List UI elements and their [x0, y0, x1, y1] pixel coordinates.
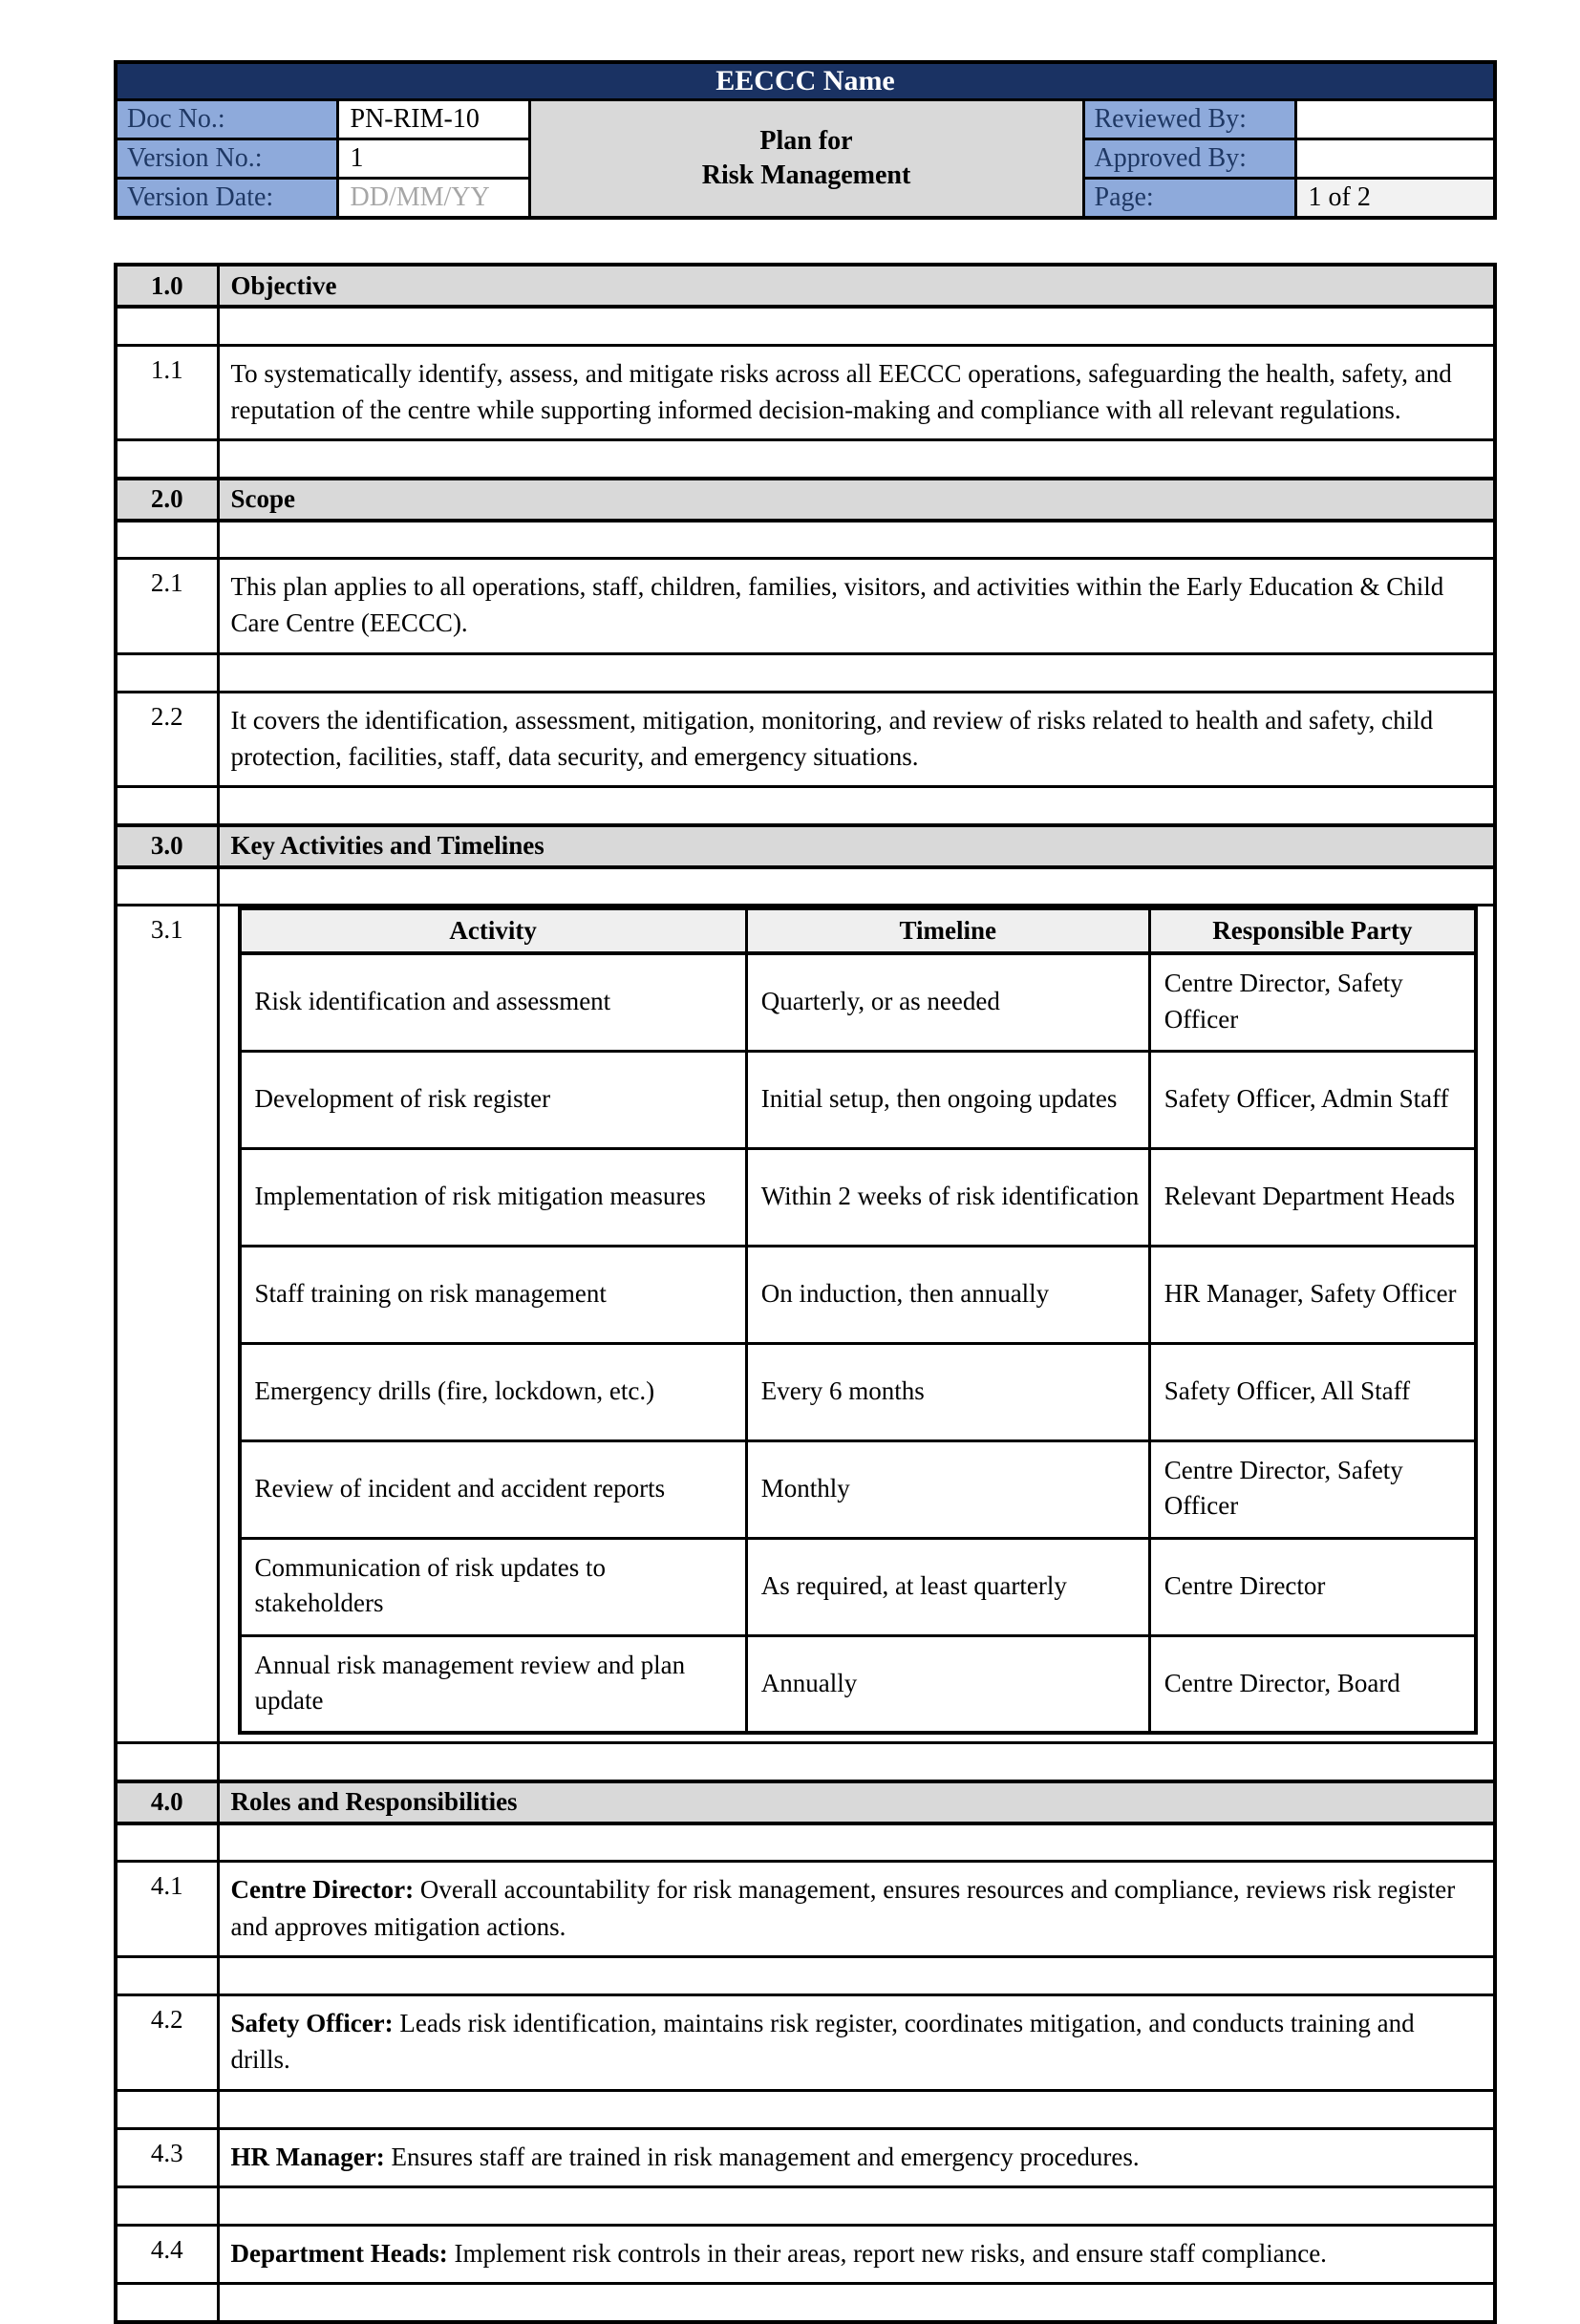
responsible-cell: Centre Director, Safety Officer	[1149, 1440, 1476, 1538]
page-label: Page:	[1083, 179, 1295, 219]
responsible-cell: Centre Director, Safety Officer	[1149, 953, 1476, 1051]
column-header-responsible: Responsible Party	[1149, 908, 1476, 953]
clause-text	[218, 1995, 1495, 2091]
clause-row-2-2	[116, 692, 1495, 787]
clause-row-4-1	[116, 1862, 1495, 1957]
spacer-cell	[218, 1743, 1495, 1781]
spacer-row	[116, 867, 1495, 906]
responsible-cell: Safety Officer, All Staff	[1149, 1343, 1476, 1440]
timeline-cell: Monthly	[746, 1440, 1149, 1538]
activity-row	[240, 1635, 1477, 1733]
version-no-value: 1	[337, 139, 529, 179]
clause-number: 1.1	[116, 345, 218, 440]
version-no-label: Version No.:	[116, 139, 337, 179]
spacer-cell	[116, 1743, 218, 1781]
spacer-row	[116, 307, 1495, 345]
section-number: 2.0	[116, 479, 218, 521]
spacer-cell	[218, 2090, 1495, 2128]
role-description: Implement risk controls in their areas, report new risks, and ensure staff compliance.	[447, 2239, 1327, 2269]
timeline-cell: Annually	[746, 1635, 1149, 1733]
section-title: Scope	[218, 479, 1495, 521]
doc-no-label: Doc No.:	[116, 100, 337, 139]
role-name: Safety Officer:	[230, 2009, 394, 2038]
spacer-cell	[218, 787, 1495, 825]
responsible-cell: Safety Officer, Admin Staff	[1149, 1051, 1476, 1148]
spacer-row	[116, 653, 1495, 692]
spacer-row	[116, 2284, 1495, 2322]
version-date-label: Version Date:	[116, 179, 337, 219]
page-number-value: 1 of 2	[1295, 179, 1495, 219]
section-title: Key Activities and Timelines	[218, 825, 1495, 867]
activity-row	[240, 1148, 1477, 1246]
spacer-row	[116, 2187, 1495, 2226]
page-content	[114, 60, 1493, 2324]
section-row-scope	[116, 479, 1495, 521]
spacer-cell	[116, 867, 218, 906]
version-date-value: DD/MM/YY	[337, 179, 529, 219]
clause-row-3-1	[116, 906, 1495, 1743]
clause-text	[218, 2128, 1495, 2186]
clause-number: 2.1	[116, 559, 218, 654]
reviewed-by-value	[1295, 100, 1495, 139]
activity-row	[240, 953, 1477, 1051]
spacer-cell	[116, 1957, 218, 1995]
spacer-cell	[218, 521, 1495, 559]
clause-number: 4.4	[116, 2226, 218, 2284]
timeline-cell: Initial setup, then ongoing updates	[746, 1051, 1149, 1148]
clause-row-4-4	[116, 2226, 1495, 2284]
timeline-cell: Every 6 months	[746, 1343, 1149, 1440]
section-row-objective	[116, 265, 1495, 307]
spacer-cell	[218, 2284, 1495, 2322]
clause-number: 3.1	[116, 906, 218, 1743]
doc-no-value: PN-RIM-10	[337, 100, 529, 139]
spacer-row	[116, 787, 1495, 825]
spacer-row	[116, 440, 1495, 479]
section-number: 3.0	[116, 825, 218, 867]
activity-row	[240, 1343, 1477, 1440]
activities-table-container	[218, 906, 1495, 1743]
role-description: Overall accountability for risk management, ensures resources and compliance, reviews risk register and approves mitigation actions.	[230, 1875, 1456, 1941]
clause-row-4-2	[116, 1995, 1495, 2091]
approved-by-value	[1295, 139, 1495, 179]
spacer-cell	[116, 440, 218, 479]
spacer-cell	[218, 653, 1495, 692]
spacer-cell	[116, 1823, 218, 1862]
section-title: Objective	[218, 265, 1495, 307]
activity-cell: Risk identification and assessment	[240, 953, 747, 1051]
approved-by-label: Approved By:	[1083, 139, 1295, 179]
spacer-cell	[116, 521, 218, 559]
document-header-table	[114, 60, 1497, 220]
spacer-cell	[116, 2284, 218, 2322]
header-body-gap	[114, 220, 1493, 263]
section-number: 1.0	[116, 265, 218, 307]
spacer-cell	[218, 2187, 1495, 2226]
clause-number: 4.1	[116, 1862, 218, 1957]
spacer-row	[116, 2090, 1495, 2128]
activity-row	[240, 1051, 1477, 1148]
activity-cell: Development of risk register	[240, 1051, 747, 1148]
spacer-row	[116, 521, 1495, 559]
role-name: Centre Director:	[230, 1875, 415, 1905]
clause-text: It covers the identification, assessment, mitigation, monitoring, and review of risks related to health and safety, child protection, facilities, staff, data security, and emergency situations.	[218, 692, 1495, 787]
timeline-cell: Within 2 weeks of risk identification	[746, 1148, 1149, 1246]
reviewed-by-label: Reviewed By:	[1083, 100, 1295, 139]
responsible-cell: Centre Director	[1149, 1538, 1476, 1635]
spacer-cell	[218, 440, 1495, 479]
clause-text	[218, 1862, 1495, 1957]
responsible-cell: Relevant Department Heads	[1149, 1148, 1476, 1246]
section-number: 4.0	[116, 1781, 218, 1823]
spacer-cell	[218, 867, 1495, 906]
role-description: Leads risk identification, maintains risk register, coordinates mitigation, and conducts training and drills.	[230, 2009, 1415, 2075]
clause-number: 4.2	[116, 1995, 218, 2091]
section-title: Roles and Responsibilities	[218, 1781, 1495, 1823]
responsible-cell: HR Manager, Safety Officer	[1149, 1246, 1476, 1343]
column-header-timeline: Timeline	[746, 908, 1149, 953]
activities-header-row	[240, 908, 1477, 953]
spacer-cell	[116, 307, 218, 345]
timeline-cell: Quarterly, or as needed	[746, 953, 1149, 1051]
clause-row-1-1	[116, 345, 1495, 440]
spacer-cell	[218, 307, 1495, 345]
activity-row	[240, 1246, 1477, 1343]
role-description: Ensures staff are trained in risk management and emergency procedures.	[384, 2142, 1140, 2171]
clause-row-4-3	[116, 2128, 1495, 2186]
spacer-cell	[116, 787, 218, 825]
activity-row	[240, 1440, 1477, 1538]
activities-table	[238, 906, 1479, 1735]
org-name-banner: EECCC Name	[116, 62, 1495, 100]
clause-number: 2.2	[116, 692, 218, 787]
section-row-key-activities	[116, 825, 1495, 867]
responsible-cell: Centre Director, Board	[1149, 1635, 1476, 1733]
timeline-cell: On induction, then annually	[746, 1246, 1149, 1343]
column-header-activity: Activity	[240, 908, 747, 953]
document-title	[529, 100, 1083, 219]
clause-row-2-1	[116, 559, 1495, 654]
spacer-row	[116, 1743, 1495, 1781]
spacer-row	[116, 1823, 1495, 1862]
activity-row	[240, 1538, 1477, 1635]
document-title-line1: Plan for	[759, 125, 853, 156]
activity-cell: Review of incident and accident reports	[240, 1440, 747, 1538]
activity-cell: Emergency drills (fire, lockdown, etc.)	[240, 1343, 747, 1440]
activity-cell: Implementation of risk mitigation measures	[240, 1148, 747, 1246]
spacer-cell	[116, 2090, 218, 2128]
clause-text: To systematically identify, assess, and mitigate risks across all EECCC operations, safeguarding the health, safety, and reputation of the centre while supporting informed decision-making and compliance with all relevant regulations.	[218, 345, 1495, 440]
spacer-cell	[116, 653, 218, 692]
document-body-table	[114, 263, 1497, 2324]
clause-number: 4.3	[116, 2128, 218, 2186]
clause-text: This plan applies to all operations, staff, children, families, visitors, and activities within the Early Education & Child Care Centre (EECCC).	[218, 559, 1495, 654]
activity-cell: Annual risk management review and plan update	[240, 1635, 747, 1733]
role-name: Department Heads:	[230, 2239, 448, 2269]
document-title-line2: Risk Management	[701, 160, 911, 190]
spacer-cell	[116, 2187, 218, 2226]
spacer-row	[116, 1957, 1495, 1995]
activity-cell: Staff training on risk management	[240, 1246, 747, 1343]
role-name: HR Manager:	[230, 2142, 385, 2171]
clause-text	[218, 2226, 1495, 2284]
timeline-cell: As required, at least quarterly	[746, 1538, 1149, 1635]
spacer-cell	[218, 1957, 1495, 1995]
spacer-cell	[218, 1823, 1495, 1862]
section-row-roles	[116, 1781, 1495, 1823]
activity-cell: Communication of risk updates to stakeholders	[240, 1538, 747, 1635]
